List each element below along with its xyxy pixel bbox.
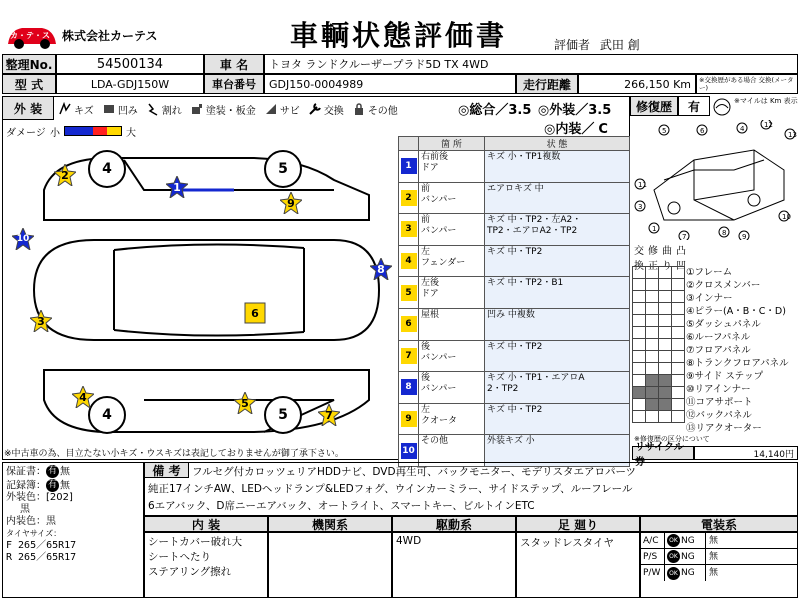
damage-row bbox=[399, 308, 630, 340]
col-header-row1 bbox=[632, 242, 688, 257]
mileage-note: ※交換歴がある場合 交換(メーター) bbox=[696, 74, 798, 94]
svg-text:8: 8 bbox=[722, 229, 727, 237]
damage-row-state: キズ 中・TP2・左A2・ TP2・エアロA2・TP2 bbox=[485, 214, 630, 246]
interior-score bbox=[544, 118, 608, 137]
damage-bar-seg bbox=[79, 127, 93, 135]
damage-row bbox=[399, 182, 630, 214]
frame-grid-cell bbox=[672, 351, 685, 363]
frame-grid-cell bbox=[646, 315, 659, 327]
frame-grid-cell bbox=[646, 351, 659, 363]
col-header: 凹 bbox=[676, 261, 686, 272]
evaluator-name: 武田 創 bbox=[599, 38, 640, 52]
damage-marker[interactable]: 9 bbox=[280, 192, 302, 214]
company-logo bbox=[4, 22, 60, 50]
regno-value: 54500134 bbox=[56, 54, 204, 74]
tire-rear: R 265／65R17 bbox=[6, 552, 77, 563]
frame-grid-cell bbox=[646, 399, 659, 411]
frame-grid-row bbox=[633, 291, 685, 303]
frame-grid-cell bbox=[659, 291, 672, 303]
damage-row bbox=[399, 277, 630, 309]
doc-title: 車輌状態評価書 bbox=[290, 19, 508, 52]
chassis-value: GDJ150-0004989 bbox=[264, 74, 516, 94]
svg-text:10: 10 bbox=[782, 213, 791, 221]
damage-bar-seg bbox=[93, 127, 107, 135]
frame-grid-cell bbox=[659, 387, 672, 399]
frame-grid-cell bbox=[659, 411, 672, 423]
warranty-value: 無 bbox=[60, 466, 70, 478]
regno-label: 整理No. bbox=[2, 54, 56, 74]
header-no bbox=[399, 137, 419, 151]
ok-circle: OK bbox=[667, 550, 680, 563]
frame-grid-row bbox=[633, 303, 685, 315]
frame-item-label: ⑪コアサポート bbox=[686, 397, 753, 408]
frame-grid-row bbox=[633, 375, 685, 387]
damage-row bbox=[399, 245, 630, 277]
frame-grid-cell bbox=[633, 411, 646, 423]
frame-grid-cell bbox=[646, 411, 659, 423]
col-header: 凸 bbox=[676, 246, 686, 257]
damage-row-no bbox=[399, 245, 419, 277]
engine-section bbox=[268, 532, 392, 598]
frame-grid-cell bbox=[633, 363, 646, 375]
wheel-5-bottom: 5 bbox=[264, 396, 302, 434]
damage-row-no bbox=[399, 214, 419, 246]
electric-section bbox=[640, 532, 798, 598]
evaluator-label: 評価者 bbox=[554, 38, 591, 52]
electric-row bbox=[641, 533, 797, 549]
frame-grid-cell bbox=[659, 327, 672, 339]
frame-grid-row bbox=[633, 327, 685, 339]
company-name: 株式会社カーテス bbox=[62, 29, 158, 43]
damage-row-badge: 1 bbox=[401, 158, 417, 174]
col-header: り bbox=[662, 261, 672, 272]
damage-row-no bbox=[399, 182, 419, 214]
damage-table-wrap bbox=[398, 136, 630, 467]
svg-text:11: 11 bbox=[638, 181, 647, 189]
frame-grid-cell bbox=[633, 339, 646, 351]
lock-icon bbox=[352, 102, 366, 116]
dent-icon bbox=[102, 102, 116, 116]
repair-label: 修復歴 bbox=[630, 96, 678, 116]
exterior-score-label: ◎外装／ bbox=[537, 103, 589, 118]
frame-grid-wrap bbox=[632, 266, 685, 423]
legend-label: 割れ bbox=[161, 105, 182, 117]
frame-grid-cell bbox=[659, 351, 672, 363]
intcolor-row bbox=[6, 516, 140, 528]
wheel-4-bottom: 4 bbox=[88, 396, 126, 434]
svg-text:1: 1 bbox=[652, 225, 657, 233]
damage-marker[interactable]: 7 bbox=[318, 404, 340, 426]
damage-row-no bbox=[399, 340, 419, 372]
tire-label: タイヤサイズ： bbox=[6, 529, 62, 538]
frame-grid-row bbox=[633, 363, 685, 375]
frame-grid-cell bbox=[633, 375, 646, 387]
frame-grid-cell bbox=[633, 279, 646, 291]
legend-label: 凹み bbox=[117, 105, 138, 117]
remarks-line: フルセグ付カロッツェリアHDDナビ、DVD再生可、バックモニター、モデリスタエアロパーツ bbox=[192, 466, 637, 478]
frame-grid-cell bbox=[672, 339, 685, 351]
damage-small: 小 bbox=[50, 127, 60, 139]
warranty-row bbox=[6, 465, 140, 479]
damage-row-badge: 3 bbox=[401, 221, 417, 237]
frame-grid-cell bbox=[659, 339, 672, 351]
frame-item-label: ⑩リアインナー bbox=[686, 384, 751, 395]
remarks-line: 6エアバック、D席ニーエアバック、オートライト、スマートキー、ビルトインETC bbox=[148, 500, 535, 512]
damage-row-no bbox=[399, 403, 419, 435]
damage-row-state: キズ 中・TP2 bbox=[485, 245, 630, 277]
model-label: 型 式 bbox=[2, 74, 56, 94]
footnote-main: ※中古車の為、目立たない小キズ・ウスキズは表記しておりませんが御了承下さい。 bbox=[4, 449, 344, 459]
damage-row-part: 左 クオータ bbox=[419, 403, 485, 435]
drive-section-label: 駆動系 bbox=[392, 516, 516, 532]
damage-table-header bbox=[399, 137, 630, 151]
warranty-label: 保証書： bbox=[6, 466, 46, 478]
frame-grid-cell bbox=[633, 291, 646, 303]
wrench-icon bbox=[308, 102, 322, 116]
frame-grid-row bbox=[633, 315, 685, 327]
damage-row-no bbox=[399, 277, 419, 309]
intcolor-value: 黒 bbox=[46, 516, 56, 527]
frame-item-label: ④ピラー(A・B・C・D) bbox=[686, 306, 786, 317]
mileage-label: 走行距離 bbox=[516, 74, 578, 94]
frame-grid-cell bbox=[659, 363, 672, 375]
damage-scale bbox=[6, 124, 166, 138]
engine-section-label: 機関系 bbox=[268, 516, 392, 532]
interior-line: ステアリング擦れ bbox=[148, 566, 232, 578]
frame-grid-cell bbox=[672, 291, 685, 303]
svg-text:7: 7 bbox=[682, 233, 687, 240]
damage-row-no bbox=[399, 151, 419, 183]
carname-label: 車 名 bbox=[204, 54, 264, 74]
frame-grid-row bbox=[633, 399, 685, 411]
damage-row bbox=[399, 403, 630, 435]
damage-row-state: キズ 小・TP1複数 bbox=[485, 151, 630, 183]
damage-row bbox=[399, 151, 630, 183]
crack-icon bbox=[146, 102, 160, 116]
extcolor-name: 黒 bbox=[20, 504, 30, 515]
damage-marker[interactable]: 1 bbox=[166, 176, 188, 198]
interior-score-value: C bbox=[598, 122, 608, 137]
extcolor-row bbox=[6, 492, 140, 504]
frame-grid-cell bbox=[659, 375, 672, 387]
drive-section bbox=[392, 532, 516, 598]
col-header: 換 bbox=[634, 261, 644, 272]
model-value: LDA-GDJ150W bbox=[56, 74, 204, 94]
legend-scratch bbox=[58, 102, 94, 117]
damage-marker[interactable]: 8 bbox=[370, 258, 392, 280]
damage-marker[interactable]: 4 bbox=[72, 386, 94, 408]
damage-row-part: 屋根 bbox=[419, 308, 485, 340]
frame-grid-cell bbox=[633, 351, 646, 363]
electric-status: 無 bbox=[705, 565, 797, 581]
carname-value: トヨタ ランドクルーザープラド5D TX 4WD bbox=[264, 54, 798, 74]
frame-grid-row bbox=[633, 279, 685, 291]
electric-item: P/S bbox=[641, 549, 665, 565]
frame-item-label: ⑤ダッシュパネル bbox=[686, 319, 761, 330]
col-header: 曲 bbox=[662, 246, 672, 257]
damage-row-state: キズ 小・TP1・エアロA 2・TP2 bbox=[485, 372, 630, 404]
mileage-value: 266,150 Km bbox=[578, 74, 696, 94]
chassis-section bbox=[516, 532, 640, 598]
damage-marker[interactable]: 3 bbox=[30, 310, 52, 332]
frame-grid-cell bbox=[672, 315, 685, 327]
interior-score-label: ◎内装／ bbox=[544, 122, 595, 137]
frame-grid-cell bbox=[633, 387, 646, 399]
frame-grid-row bbox=[633, 267, 685, 279]
legend-label: 交換 bbox=[323, 105, 344, 117]
frame-grid-row bbox=[633, 411, 685, 423]
damage-row-badge: 9 bbox=[401, 411, 417, 427]
frame-grid-row bbox=[633, 339, 685, 351]
damage-row-part: 左後 ドア bbox=[419, 277, 485, 309]
wheel-4-top: 4 bbox=[88, 150, 126, 188]
damage-row-badge: 2 bbox=[401, 190, 417, 206]
frame-item-label: ②クロスメンバー bbox=[686, 280, 761, 291]
records-row bbox=[6, 479, 140, 493]
damage-row-no bbox=[399, 308, 419, 340]
frame-grid-cell bbox=[633, 267, 646, 279]
legend-label: 塗装・板金 bbox=[205, 105, 256, 117]
legend-label: その他 bbox=[367, 105, 398, 117]
frame-grid-cell bbox=[672, 327, 685, 339]
frame-grid-cell bbox=[672, 375, 685, 387]
electric-row bbox=[641, 565, 797, 581]
damage-row bbox=[399, 214, 630, 246]
interior-section bbox=[144, 532, 268, 598]
exterior-label: 外 装 bbox=[2, 96, 54, 120]
frame-grid bbox=[632, 266, 685, 423]
frame-items bbox=[686, 266, 789, 435]
svg-text:9: 9 bbox=[742, 233, 747, 240]
frame-grid-cell bbox=[633, 303, 646, 315]
frame-grid-cell bbox=[659, 279, 672, 291]
electric-status: 無 bbox=[705, 533, 797, 549]
ok-circle: OK bbox=[667, 567, 680, 580]
frame-footnote: ※修復歴の区分について bbox=[634, 435, 710, 443]
damage-row-state: キズ 中・TP2 bbox=[485, 340, 630, 372]
frame-grid-cell bbox=[646, 267, 659, 279]
damage-row-part: 右前後 ドア bbox=[419, 151, 485, 183]
frame-item-label: ⑥ルーフパネル bbox=[686, 332, 751, 343]
car-check-icon bbox=[712, 98, 732, 116]
frame-diagram bbox=[634, 120, 798, 240]
electric-item: A/C bbox=[641, 533, 665, 549]
damage-table bbox=[398, 136, 630, 467]
interior-line: シートへたり bbox=[148, 551, 211, 563]
damage-row-badge: 5 bbox=[401, 285, 417, 301]
frame-grid-cell bbox=[672, 279, 685, 291]
frame-grid-cell bbox=[659, 315, 672, 327]
damage-row-no bbox=[399, 372, 419, 404]
electric-status: 無 bbox=[705, 549, 797, 565]
damage-bar-seg bbox=[107, 127, 121, 135]
frame-grid-row bbox=[633, 351, 685, 363]
frame-grid-cell bbox=[659, 267, 672, 279]
frame-grid-cell bbox=[672, 387, 685, 399]
frame-grid-cell bbox=[646, 291, 659, 303]
chassis-label: 車台番号 bbox=[204, 74, 264, 94]
frame-grid-cell bbox=[646, 327, 659, 339]
legend-crack bbox=[146, 102, 182, 117]
frame-item-label: ⑬リアクオーター bbox=[686, 423, 762, 434]
damage-row-badge: 10 bbox=[401, 443, 417, 459]
damage-row-part: その他 bbox=[419, 435, 485, 467]
svg-text:4: 4 bbox=[740, 125, 745, 133]
svg-text:6: 6 bbox=[700, 127, 705, 135]
ng-label: NG bbox=[681, 568, 695, 578]
legend-replace bbox=[308, 102, 344, 117]
damage-large: 大 bbox=[126, 127, 136, 139]
spray-icon bbox=[190, 102, 204, 116]
chassis-line: スタッドレスタイヤ bbox=[520, 537, 614, 549]
frame-item-label: ⑫バックパネル bbox=[686, 410, 752, 421]
frame-grid-row bbox=[633, 387, 685, 399]
damage-row-badge: 7 bbox=[401, 348, 417, 364]
damage-bar-seg bbox=[65, 127, 79, 135]
damage-row-part: 後 バンパー bbox=[419, 340, 485, 372]
overall-label: ◎総合／ bbox=[458, 103, 509, 118]
overall-value: 3.5 bbox=[508, 103, 532, 118]
exterior-legend bbox=[58, 100, 458, 118]
col-header: 修 bbox=[648, 246, 658, 257]
damage-row-part: 前 バンパー bbox=[419, 182, 485, 214]
col-header: 正 bbox=[648, 261, 658, 272]
svg-text:12: 12 bbox=[764, 121, 773, 129]
damage-row-part: 前 バンパー bbox=[419, 214, 485, 246]
frame-grid-cell bbox=[633, 327, 646, 339]
drive-line: 4WD bbox=[396, 535, 422, 547]
interior-section-label: 内 装 bbox=[144, 516, 268, 532]
frame-item-label: ⑧トランクフロアパネル bbox=[686, 358, 789, 369]
svg-text:3: 3 bbox=[638, 203, 643, 211]
damage-row-badge: 6 bbox=[401, 316, 417, 332]
frame-grid-cell bbox=[646, 303, 659, 315]
left-info bbox=[2, 462, 144, 598]
damage-row-state: 凹み 中複数 bbox=[485, 308, 630, 340]
ok-circle: OK bbox=[667, 534, 680, 547]
legend-other bbox=[352, 102, 398, 117]
scratch-icon bbox=[58, 102, 72, 116]
damage-row-badge: 4 bbox=[401, 253, 417, 269]
frame-grid-cell bbox=[659, 303, 672, 315]
frame-grid-cell bbox=[672, 363, 685, 375]
damage-row-state: キズ 中・TP2・B1 bbox=[485, 277, 630, 309]
records-label: 記録簿： bbox=[6, 480, 46, 491]
legend-paint bbox=[190, 102, 256, 117]
legend-rust bbox=[264, 102, 300, 117]
damage-marker[interactable]: 6 bbox=[244, 302, 266, 324]
remarks-label: 備 考 bbox=[145, 463, 189, 478]
evaluator bbox=[554, 36, 640, 53]
damage-marker[interactable]: 5 bbox=[234, 392, 256, 414]
damage-row-state: キズ 中・TP2 bbox=[485, 403, 630, 435]
frame-grid-cell bbox=[633, 399, 646, 411]
rust-icon bbox=[264, 102, 278, 116]
damage-row-part: 左 フェンダー bbox=[419, 245, 485, 277]
logo-text: カ・テ・ス bbox=[10, 31, 50, 40]
unit-note: ※マイルは Km 表示 bbox=[734, 97, 798, 105]
warranty-circle: 有 bbox=[47, 466, 57, 476]
damage-row-state: エアロキズ 中 bbox=[485, 182, 630, 214]
electric-item: P/W bbox=[641, 565, 665, 581]
overall-score bbox=[458, 99, 611, 118]
damage-row-badge: 8 bbox=[401, 379, 417, 395]
damage-bar bbox=[64, 126, 122, 136]
damage-row bbox=[399, 372, 630, 404]
extcolor-label: 外装色： bbox=[6, 492, 46, 503]
repair-value: 有 bbox=[678, 96, 710, 116]
frame-item-label: ①フレーム bbox=[686, 267, 733, 278]
frame-grid-cell bbox=[646, 363, 659, 375]
legend-dent bbox=[102, 102, 138, 117]
records-circle: 有 bbox=[47, 479, 57, 490]
damage-label: ダメージ bbox=[6, 127, 46, 139]
records-value: 無 bbox=[60, 480, 70, 491]
damage-marker[interactable]: 2 bbox=[54, 164, 76, 186]
frame-grid-cell bbox=[659, 399, 672, 411]
remarks-line: 純正17インチAW、LEDヘッドランプ&LEDフォグ、ウインカーミラー、サイドステップ、ルーフレール bbox=[148, 483, 633, 495]
electric-row bbox=[641, 549, 797, 565]
frame-grid-cell bbox=[646, 339, 659, 351]
frame-grid-cell bbox=[672, 399, 685, 411]
electric-section-label: 電装系 bbox=[640, 516, 798, 532]
extcolor-value: [202] bbox=[46, 492, 73, 503]
svg-text:13: 13 bbox=[788, 131, 797, 139]
ng-label: NG bbox=[681, 535, 695, 546]
chassis-section-label: 足 廻り bbox=[516, 516, 640, 532]
legend-label: キズ bbox=[74, 105, 94, 117]
recycle-label: リサイクル券 bbox=[632, 446, 694, 460]
frame-grid-cell bbox=[672, 267, 685, 279]
intcolor-label: 内装色： bbox=[6, 516, 46, 527]
damage-row-state: 外装キズ 小 bbox=[485, 435, 630, 467]
interior-line: シートカバー破れ大 bbox=[148, 536, 243, 548]
frame-item-label: ⑦フロアパネル bbox=[686, 345, 751, 356]
svg-text:5: 5 bbox=[662, 127, 667, 135]
header-part: 箇 所 bbox=[419, 137, 485, 151]
tire-front: F 265／65R17 bbox=[6, 540, 77, 551]
wheel-5-top: 5 bbox=[264, 150, 302, 188]
legend-label: サビ bbox=[279, 105, 300, 117]
ng-label: NG bbox=[681, 551, 695, 562]
frame-grid-cell bbox=[672, 303, 685, 315]
frame-grid-cell bbox=[646, 387, 659, 399]
frame-item-label: ③インナー bbox=[686, 293, 733, 304]
frame-grid-cell bbox=[672, 411, 685, 423]
recycle-value: 14,140円 bbox=[694, 446, 798, 460]
damage-row bbox=[399, 340, 630, 372]
frame-grid-cell bbox=[633, 315, 646, 327]
damage-marker[interactable]: 10 bbox=[12, 228, 34, 250]
frame-item-label: ⑨サイド ステップ bbox=[686, 371, 764, 382]
exterior-score-value: 3.5 bbox=[588, 103, 612, 118]
header-state: 状 態 bbox=[485, 137, 630, 151]
frame-grid-cell bbox=[646, 279, 659, 291]
col-header: 交 bbox=[634, 246, 644, 257]
frame-grid-cell bbox=[646, 375, 659, 387]
damage-row-part: 後 バンパー bbox=[419, 372, 485, 404]
